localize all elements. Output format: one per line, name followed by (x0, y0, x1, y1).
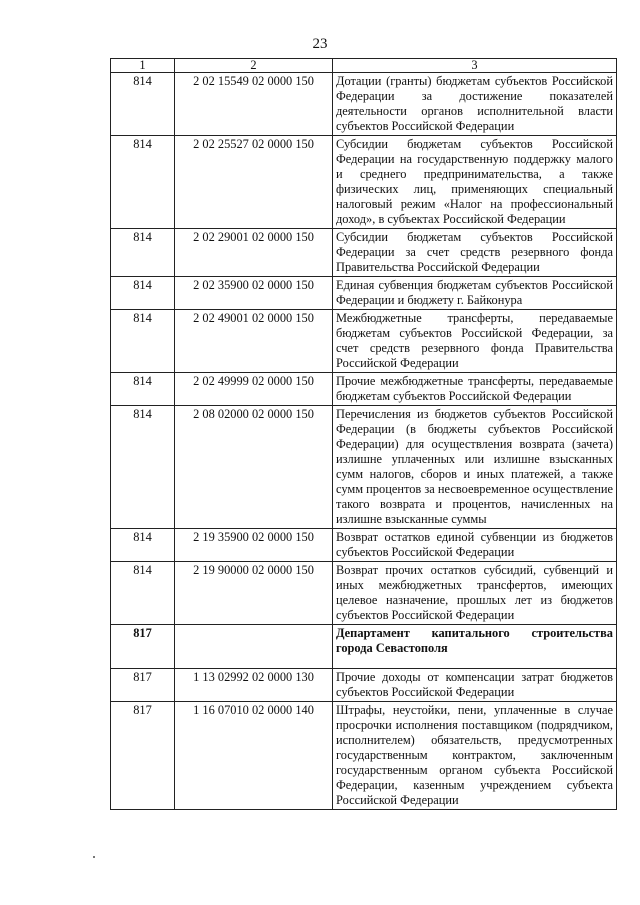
revenue-code-cell: 2 19 35900 02 0000 150 (175, 529, 333, 562)
admin-code-cell: 814 (111, 373, 175, 406)
page-number: 23 (312, 36, 328, 52)
revenue-name-cell: Дотации (гранты) бюджетам субъектов Российской Федерации за достижение показателей деятельности органов исполнительной власти субъектов Российской Федерации (333, 73, 617, 136)
column-header-3: 3 (333, 59, 617, 73)
admin-code-cell: 814 (111, 277, 175, 310)
table-row (111, 702, 617, 810)
table-row (111, 229, 617, 277)
admin-code-cell: 814 (111, 406, 175, 529)
table-row (111, 373, 617, 406)
revenue-name-cell: Субсидии бюджетам субъектов Российской Федерации на государственную поддержку малого и среднего предпринимательства, а также физических лиц, применяющих специальный налоговый режим «Налог на профессиональный доход», в субъектах Российской Федерации (333, 136, 617, 229)
table-row (111, 669, 617, 702)
revenue-code-cell: 1 16 07010 02 0000 140 (175, 702, 333, 810)
revenue-code-cell: 2 02 15549 02 0000 150 (175, 73, 333, 136)
revenue-name-cell: Возврат прочих остатков субсидий, субвенций и иных межбюджетных трансфертов, имеющих целевое назначение, прошлых лет из бюджетов субъектов Российской Федерации (333, 562, 617, 625)
admin-code-cell: 817 (111, 625, 175, 669)
revenue-code-cell: 2 19 90000 02 0000 150 (175, 562, 333, 625)
revenue-code-cell: 2 02 35900 02 0000 150 (175, 277, 333, 310)
admin-code-cell: 814 (111, 73, 175, 136)
column-header-1: 1 (111, 59, 175, 73)
revenue-name-cell: Прочие доходы от компенсации затрат бюджетов субъектов Российской Федерации (333, 669, 617, 702)
revenue-name-cell: Штрафы, неустойки, пени, уплаченные в случае просрочки исполнения поставщиком (подрядчиком, исполнителем) обязательств, предусмотренных государственным контрактом, заключенным государственным органом субъекта Российской Федерации, казенным учреждением субъекта Российской Федерации (333, 702, 617, 810)
department-name-cell: Департамент капитального строительства города Севастополя (333, 625, 617, 669)
table-row (111, 406, 617, 529)
revenue-code-cell: 2 02 49001 02 0000 150 (175, 310, 333, 373)
revenue-name-cell: Прочие межбюджетные трансферты, передаваемые бюджетам субъектов Российской Федерации (333, 373, 617, 406)
table-header-row (111, 59, 617, 73)
admin-code-cell: 814 (111, 136, 175, 229)
revenue-code-cell: 2 02 49999 02 0000 150 (175, 373, 333, 406)
revenue-code-cell: 2 02 25527 02 0000 150 (175, 136, 333, 229)
budget-classification-table (110, 58, 617, 810)
revenue-code-cell: 1 13 02992 02 0000 130 (175, 669, 333, 702)
admin-code-cell: 814 (111, 562, 175, 625)
revenue-name-cell: Межбюджетные трансферты, передаваемые бюджетам субъектов Российской Федерации, за счет средств резервного фонда Правительства Российской Федерации (333, 310, 617, 373)
revenue-code-cell: 2 02 29001 02 0000 150 (175, 229, 333, 277)
admin-code-cell: 814 (111, 310, 175, 373)
admin-code-cell: 814 (111, 229, 175, 277)
table-row (111, 562, 617, 625)
revenue-code-cell: 2 08 02000 02 0000 150 (175, 406, 333, 529)
scan-speck (93, 856, 95, 858)
admin-code-cell: 817 (111, 702, 175, 810)
revenue-name-cell: Возврат остатков единой субвенции из бюджетов субъектов Российской Федерации (333, 529, 617, 562)
table-row (111, 310, 617, 373)
department-header-row (111, 625, 617, 669)
table-row (111, 277, 617, 310)
table-row (111, 529, 617, 562)
revenue-name-cell: Единая субвенция бюджетам субъектов Российской Федерации и бюджету г. Байконура (333, 277, 617, 310)
revenue-name-cell: Субсидии бюджетам субъектов Российской Федерации за счет средств резервного фонда Правительства Российской Федерации (333, 229, 617, 277)
admin-code-cell: 814 (111, 529, 175, 562)
table-row (111, 136, 617, 229)
revenue-code-cell (175, 625, 333, 669)
revenue-name-cell: Перечисления из бюджетов субъектов Российской Федерации (в бюджеты субъектов Российской Федерации) для осуществления возврата (зачета) излишне уплаченных или излишне взысканных сумм налогов, сборов и иных платежей, а также сумм процентов за несвоевременное осуществление такого возврата и процентов, начисленных на излишне взысканные суммы (333, 406, 617, 529)
table-row (111, 73, 617, 136)
column-header-2: 2 (175, 59, 333, 73)
admin-code-cell: 817 (111, 669, 175, 702)
